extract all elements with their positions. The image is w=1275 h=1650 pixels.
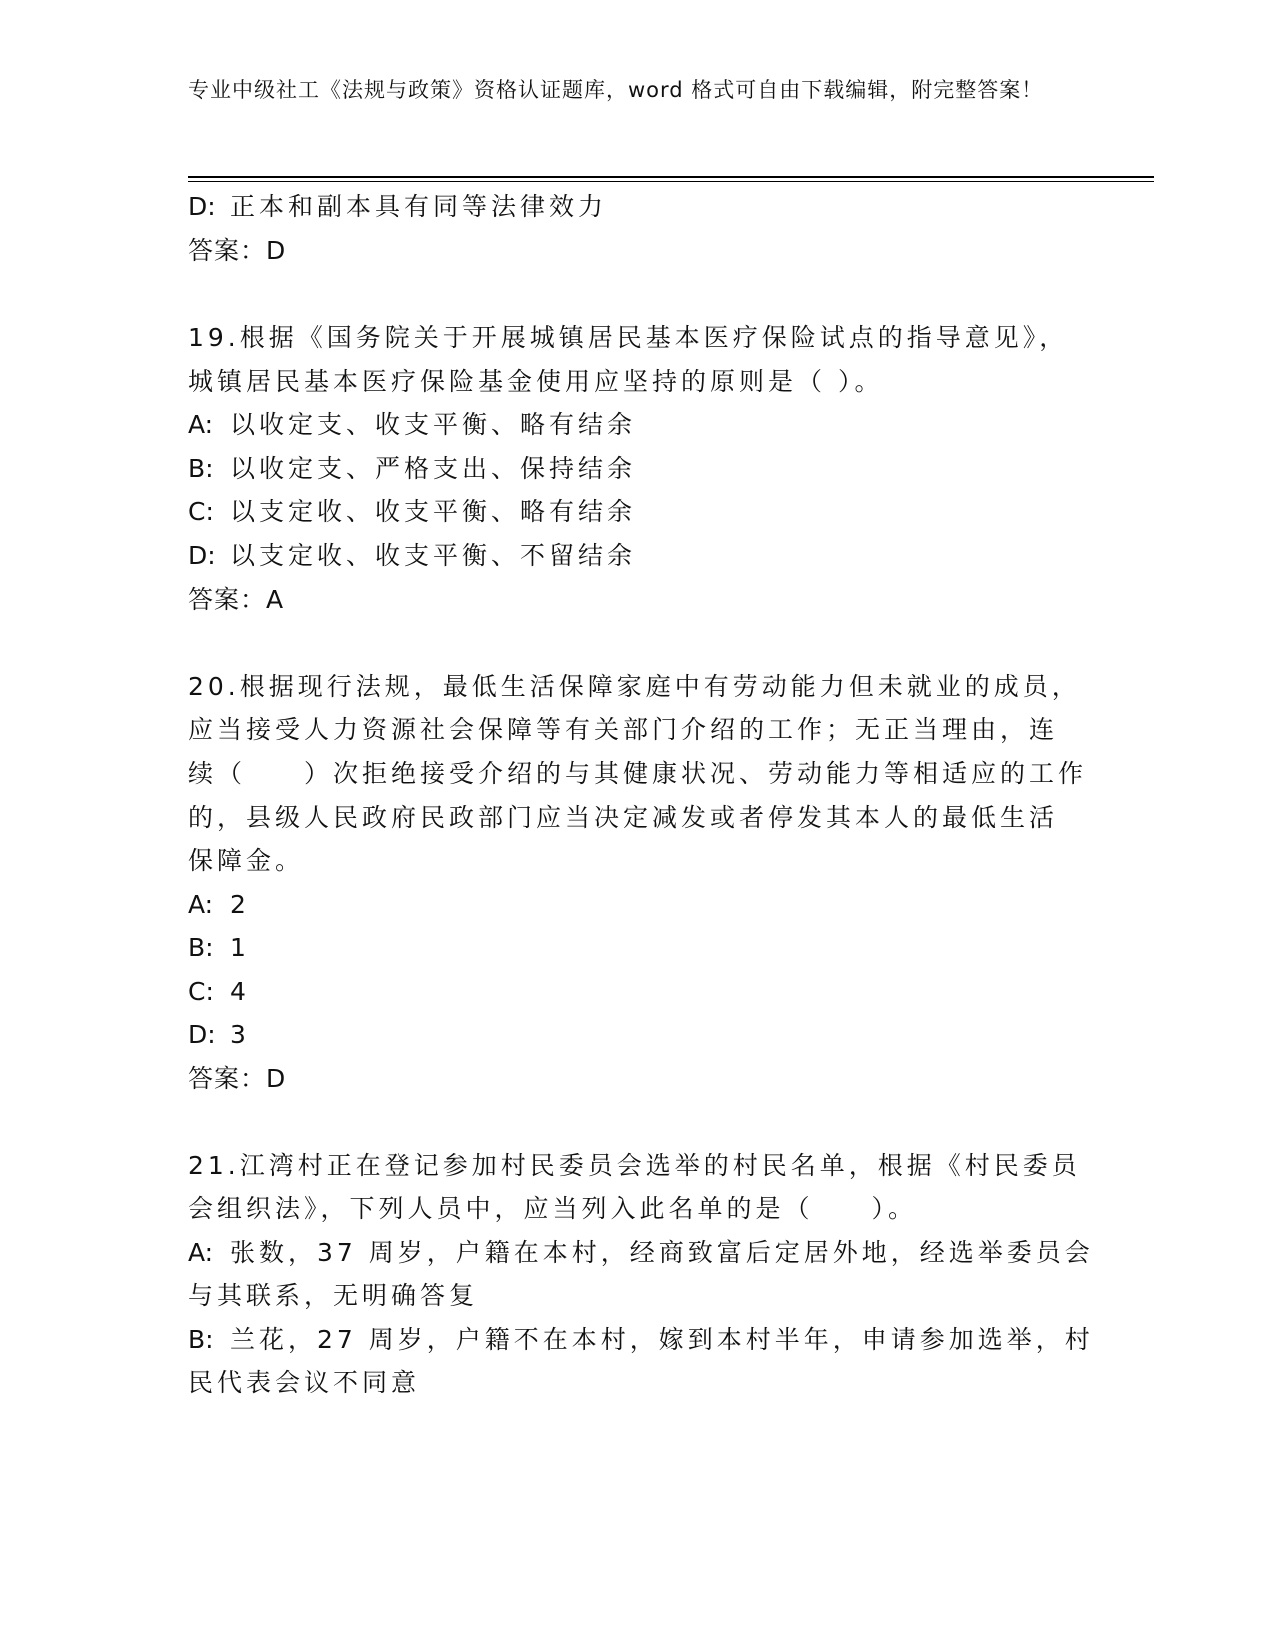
- q20-stem-line-5: 保障金。: [188, 846, 305, 875]
- q20-stem-line-1: 20.根据现行法规，最低生活保障家庭中有劳动能力但未就业的成员，: [188, 672, 1081, 701]
- q21-option-b-line-2: 民代表会议不同意: [188, 1368, 421, 1397]
- option-text: 以收定支、收支平衡、略有结余: [230, 410, 637, 439]
- option-label: A:: [188, 410, 214, 439]
- option-label: D:: [188, 1020, 216, 1049]
- option-text: 张数，37 周岁，户籍在本村，经商致富后定居外地，经选举委员会: [230, 1238, 1094, 1267]
- option-label: D:: [188, 541, 216, 570]
- option-text: 兰花，27 周岁，户籍不在本村，嫁到本村半年，申请参加选举，村: [230, 1325, 1094, 1354]
- q21-option-a-line-1: [188, 1238, 1094, 1268]
- q18-option-d: [188, 192, 607, 222]
- option-text: 正本和副本具有同等法律效力: [230, 192, 608, 221]
- q19-option-c: [188, 497, 636, 527]
- option-label: C:: [188, 977, 214, 1006]
- q19-option-d: [188, 541, 636, 571]
- q20-answer: 答案：D: [188, 1064, 287, 1093]
- option-label: B:: [188, 933, 214, 962]
- q21-stem-line-2: 会组织法》，下列人员中，应当列入此名单的是（ ）。: [188, 1194, 918, 1223]
- option-text: 1: [230, 933, 250, 962]
- header-rule-thin: [188, 181, 1154, 182]
- q20-option-d: [188, 1020, 250, 1050]
- q18-answer: 答案：D: [188, 236, 287, 265]
- q21-stem-line-1: 21.江湾村正在登记参加村民委员会选举的村民名单，根据《村民委员: [188, 1151, 1081, 1180]
- option-text: 4: [230, 977, 250, 1006]
- document-header: 专业中级社工《法规与政策》资格认证题库，word 格式可自由下载编辑，附完整答案！: [188, 78, 1044, 102]
- q20-option-c: [188, 977, 250, 1007]
- option-label: C:: [188, 497, 214, 526]
- q21-option-a-line-2: 与其联系，无明确答复: [188, 1281, 479, 1310]
- option-text: 以支定收、收支平衡、略有结余: [230, 497, 637, 526]
- q19-answer: 答案：A: [188, 585, 285, 614]
- option-text: 以支定收、收支平衡、不留结余: [230, 541, 637, 570]
- q20-stem-line-4: 的，县级人民政府民政部门应当决定减发或者停发其本人的最低生活: [188, 803, 1059, 832]
- option-text: 3: [230, 1020, 250, 1049]
- q20-stem-line-3: 续（ ）次拒绝接受介绍的与其健康状况、劳动能力等相适应的工作: [188, 759, 1088, 788]
- q20-option-a: [188, 890, 250, 920]
- q19-stem-line-1: 19.根据《国务院关于开展城镇居民基本医疗保险试点的指导意见》，: [188, 323, 1069, 352]
- q19-option-a: [188, 410, 636, 440]
- option-text: 2: [230, 890, 250, 919]
- option-label: A:: [188, 1238, 214, 1267]
- q20-option-b: [188, 933, 250, 963]
- q21-option-b-line-1: [188, 1325, 1094, 1355]
- option-label: B:: [188, 1325, 214, 1354]
- option-label: A:: [188, 890, 214, 919]
- header-rule-thick: [188, 176, 1154, 178]
- q19-option-b: [188, 454, 636, 484]
- q20-stem-line-2: 应当接受人力资源社会保障等有关部门介绍的工作；无正当理由，连: [188, 715, 1059, 744]
- option-label: B:: [188, 454, 214, 483]
- q19-stem-line-2: 城镇居民基本医疗保险基金使用应坚持的原则是（ ）。: [188, 367, 884, 396]
- option-label: D:: [188, 192, 216, 221]
- option-text: 以收定支、严格支出、保持结余: [230, 454, 637, 483]
